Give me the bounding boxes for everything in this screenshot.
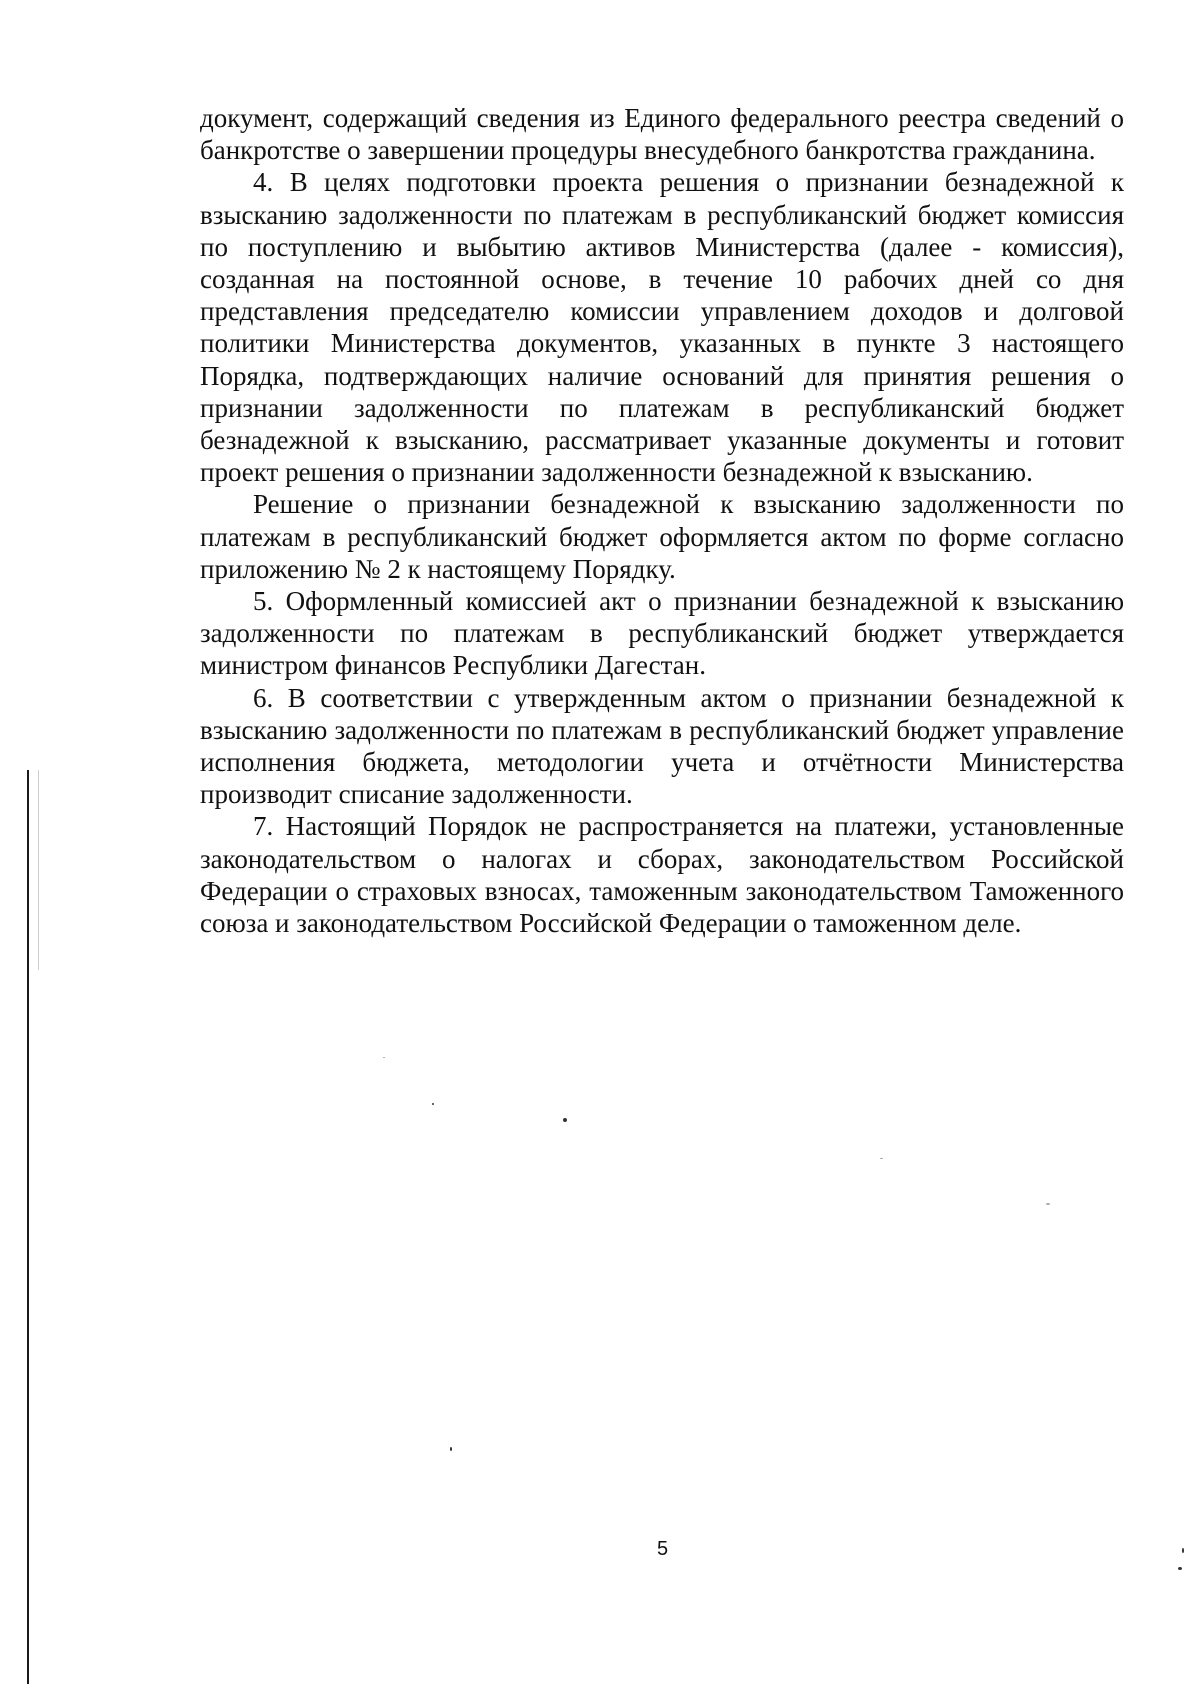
scan-edge-line xyxy=(27,770,29,1684)
page-number: 5 xyxy=(657,1538,669,1560)
scan-edge-faint-line xyxy=(38,770,39,970)
paragraph-item-7: 7. Настоящий Порядок не распространяется на платежи, установленные законодательством о налогах и сборах, законодательством Российской Федерации о страховых взносах, таможенным законодательством Таможенного союза и законодательством Российской Федерации о таможенном деле. xyxy=(200,811,1124,939)
paragraph-decision-act: Решение о признании безнадежной к взысканию задолженности по платежам в республиканский бюджет оформляется актом по форме согласно приложению № 2 к настоящему Порядку. xyxy=(200,489,1124,584)
scan-speck xyxy=(1182,1548,1184,1553)
scan-speck xyxy=(1046,1203,1050,1205)
paragraph-item-6: 6. В соответствии с утвержденным актом о признании безнадежной к взысканию задолженности по платежам в республиканский бюджет управление исполнения бюджета, методологии учета и отчётности Министерства производит списание задолженности. xyxy=(200,682,1124,810)
paragraph-item-5: 5. Оформленный комиссией акт о признании безнадежной к взысканию задолженности по платежам в республиканский бюджет утверждается министром финансов Республики Дагестан. xyxy=(200,586,1124,681)
paragraph-item-4: 4. В целях подготовки проекта решения о признании безнадежной к взысканию задолженности по платежам в республиканский бюджет комиссия по поступлению и выбытию активов Министерства (далее - комиссия), созданная на постоянной основе, в течение 10 рабочих дней со дня представления председателю комиссии управлением доходов и долговой политики Министерства документов, указанных в пункте 3 настоящего Порядка, подтверждающих наличие оснований для принятия решения о признании задолженности по платежам в республиканский бюджет безнадежной к взысканию, рассматривает указанные документы и готовит проект решения о признании задолженности безнадежной к взысканию. xyxy=(200,167,1124,488)
scan-speck xyxy=(383,1057,385,1058)
scan-speck xyxy=(432,1103,434,1105)
paragraph-continuation: документ, содержащий сведения из Единого федерального реестра сведений о банкротстве о завершении процедуры внесудебного банкротства гражданина. xyxy=(200,103,1124,166)
scan-speck xyxy=(450,1447,452,1451)
document-body xyxy=(200,102,1124,939)
scan-speck xyxy=(1178,1567,1182,1570)
scan-speck xyxy=(880,1158,883,1159)
scan-speck xyxy=(563,1118,567,1122)
